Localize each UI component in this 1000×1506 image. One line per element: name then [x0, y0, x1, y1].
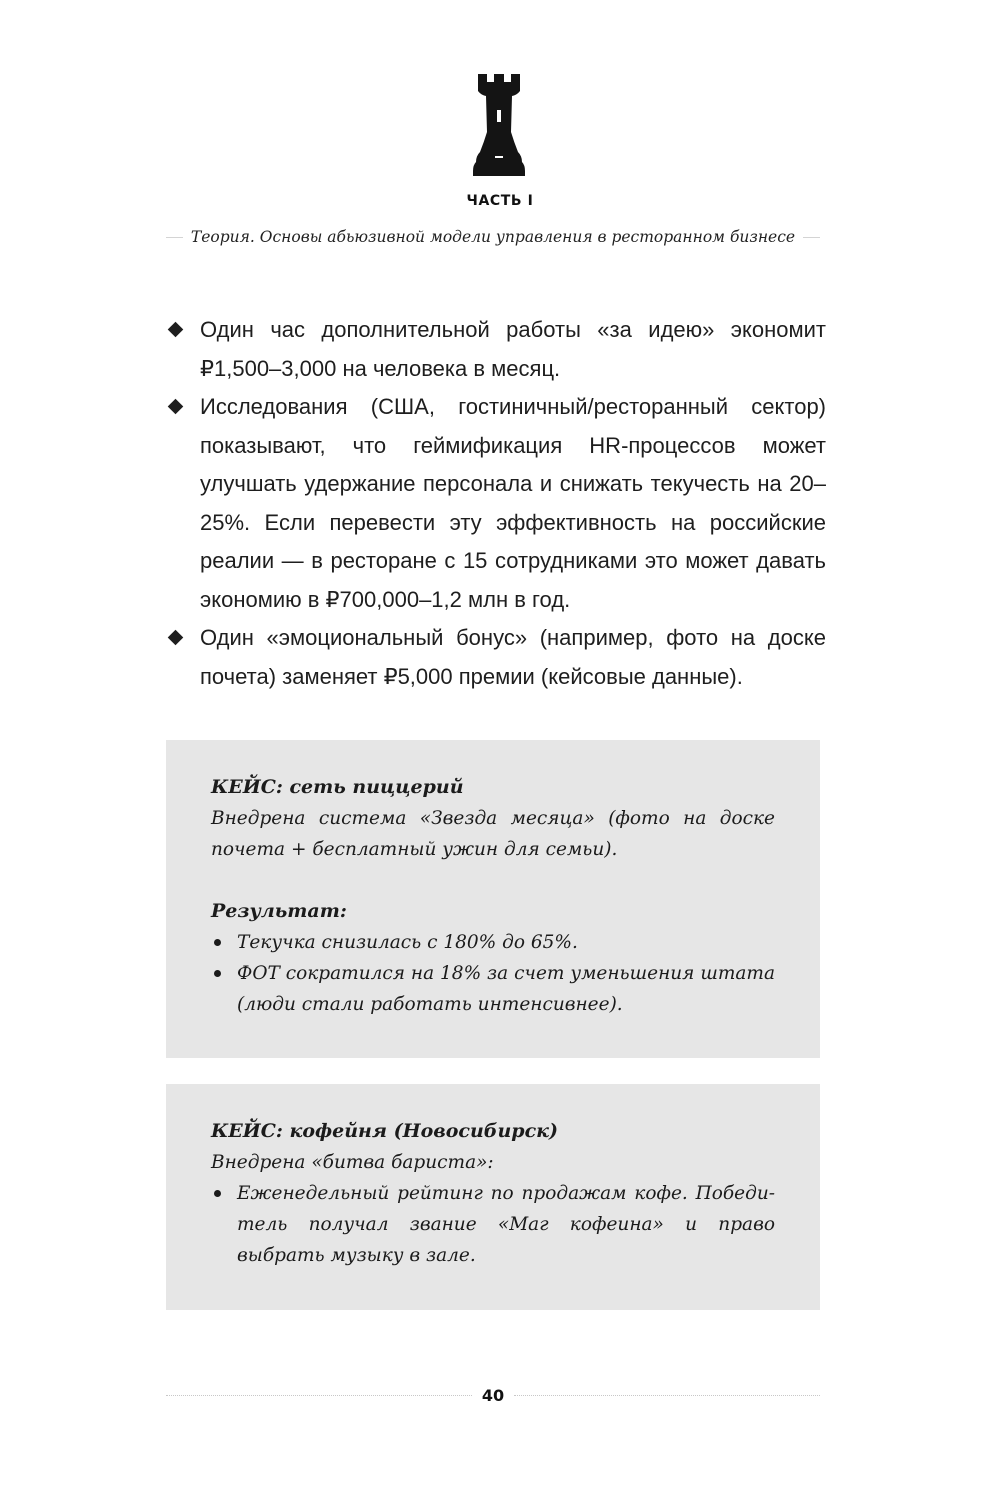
result-label: Результат:	[211, 900, 347, 922]
case-description: Внедрена система «Звезда месяца» (фото на доске почета + бесплатный ужин для семьи).	[211, 808, 775, 860]
list-item-text: Один час дополнительной работы «за идею» экономит ₽1,500–3,000 на человека в месяц.	[200, 317, 826, 381]
case-box-pizzeria	[166, 740, 820, 1058]
page-footer	[166, 1383, 820, 1407]
bullet-dot-icon	[214, 939, 221, 946]
results-list	[211, 927, 775, 1020]
key-facts-list	[166, 311, 826, 696]
list-item	[211, 958, 775, 1020]
case-title: КЕЙС: сеть пиццерий	[211, 776, 464, 798]
list-item-text: Исследования (США, гостиничный/ресторанный сектор) показывают, что геймификация HR-процессов может улучшать удержание персонала и снижать текучесть на 20–25%. Если перевести эту эффективность на российские реалии — в ресторане с 15 сотрудниками это может давать экономию в ₽700,000–1,2 млн в год.	[200, 394, 826, 612]
diamond-bullet-icon	[168, 630, 184, 646]
list-item-text: Текучка снизилась с 180% до 65%.	[237, 932, 578, 953]
section-subtitle: Теория. Основы абьюзивной модели управления в ресторанном бизнесе	[190, 228, 796, 246]
bullet-dot-icon	[214, 1190, 221, 1197]
list-item-text: ФОТ сократился на 18% за счет уменьшения штата (люди стали работать интенсивнее).	[237, 963, 775, 1015]
list-item	[211, 927, 775, 958]
spacer	[211, 865, 775, 896]
case-title: КЕЙС: кофейня (Новосибирск)	[211, 1120, 559, 1142]
list-item	[166, 388, 826, 619]
case-box-coffee-shop	[166, 1084, 820, 1310]
divider-right	[803, 237, 820, 238]
list-item-text: Еженедельный рейтинг по продажам кофе. Победитель получал звание «Маг кофеина» и право выбрать музыку в зале.	[237, 1183, 775, 1266]
page-number: 40	[481, 1385, 505, 1405]
diamond-bullet-icon	[168, 322, 184, 338]
diamond-bullet-icon	[168, 399, 184, 415]
divider-left	[166, 237, 183, 238]
case-description: Внедрена «битва бариста»:	[211, 1152, 494, 1173]
list-item	[166, 311, 826, 388]
section-subtitle-row	[166, 224, 820, 250]
part-label: ЧАСТЬ I	[466, 193, 534, 209]
divider-left	[166, 1395, 472, 1396]
list-item	[166, 619, 826, 696]
case-items-list	[211, 1178, 775, 1271]
bullet-dot-icon	[214, 970, 221, 977]
list-item	[211, 1178, 775, 1271]
divider-right	[514, 1395, 820, 1396]
list-item-text: Один «эмоциональный бонус» (например, фото на доске почета) заменяет ₽5,000 премии (кейсовые данные).	[200, 625, 826, 689]
chess-rook-icon	[472, 72, 526, 178]
